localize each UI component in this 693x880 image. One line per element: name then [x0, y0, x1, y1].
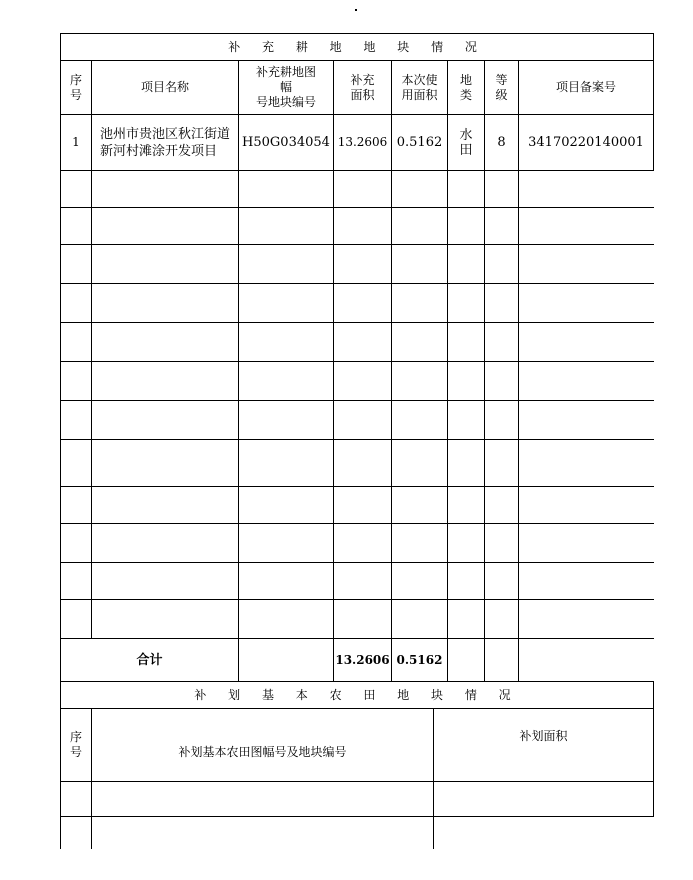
empty-cell	[92, 563, 239, 600]
table-row	[61, 323, 654, 362]
empty-cell	[448, 600, 485, 639]
empty-cell	[334, 323, 392, 362]
empty-cell	[92, 323, 239, 362]
farmland-table	[60, 681, 654, 849]
empty-cell	[392, 563, 448, 600]
table-row	[61, 487, 654, 524]
empty-cell	[392, 208, 448, 245]
empty-cell	[434, 782, 654, 817]
row-map-number: H50G034054	[239, 115, 334, 171]
table-row	[61, 524, 654, 563]
total-empty	[519, 639, 654, 682]
empty-cell	[448, 284, 485, 323]
table-row	[61, 115, 654, 171]
empty-cell	[61, 563, 92, 600]
empty-cell	[434, 817, 654, 850]
empty-cell	[448, 171, 485, 208]
empty-cell	[61, 245, 92, 284]
empty-cell	[485, 208, 519, 245]
empty-cell	[92, 782, 434, 817]
header2-seq: 序 号	[61, 709, 92, 782]
empty-cell	[61, 782, 92, 817]
empty-cell	[61, 208, 92, 245]
table-row	[61, 782, 654, 817]
table-row	[61, 600, 654, 639]
table-row	[61, 171, 654, 208]
empty-cell	[448, 487, 485, 524]
header2-area: 补划面积	[434, 709, 654, 782]
empty-cell	[61, 600, 92, 639]
empty-cell	[448, 323, 485, 362]
header-grade: 等 级	[485, 61, 519, 115]
empty-cell	[519, 440, 654, 487]
empty-cell	[239, 401, 334, 440]
empty-cell	[334, 600, 392, 639]
empty-cell	[519, 524, 654, 563]
empty-cell	[519, 487, 654, 524]
row-supplement-area: 13.2606	[334, 115, 392, 171]
empty-cell	[392, 600, 448, 639]
empty-cell	[61, 440, 92, 487]
header-supplement-area: 补充 面积	[334, 61, 392, 115]
empty-cell	[92, 245, 239, 284]
empty-cell	[519, 401, 654, 440]
total-label: 合计	[61, 639, 239, 682]
empty-cell	[485, 362, 519, 401]
empty-cell	[392, 487, 448, 524]
header-land-type: 地 类	[448, 61, 485, 115]
empty-cell	[485, 600, 519, 639]
empty-cell	[519, 362, 654, 401]
empty-cell	[519, 600, 654, 639]
table-row	[61, 284, 654, 323]
table-row	[61, 401, 654, 440]
empty-cell	[519, 563, 654, 600]
table-row	[61, 208, 654, 245]
total-supplement-area: 13.2606	[334, 639, 392, 682]
empty-cell	[334, 440, 392, 487]
empty-cell	[239, 600, 334, 639]
total-row	[61, 639, 654, 682]
empty-cell	[485, 323, 519, 362]
header2-map-number: 补划基本农田图幅号及地块编号	[92, 709, 434, 782]
empty-cell	[519, 284, 654, 323]
row-record-number: 34170220140001	[519, 115, 654, 171]
empty-cell	[392, 401, 448, 440]
empty-cell	[448, 401, 485, 440]
empty-cell	[92, 817, 434, 850]
empty-cell	[485, 524, 519, 563]
empty-cell	[61, 171, 92, 208]
total-empty	[448, 639, 485, 682]
empty-cell	[448, 440, 485, 487]
empty-cell	[239, 440, 334, 487]
row-land-type: 水 田	[448, 115, 485, 171]
empty-cell	[485, 171, 519, 208]
empty-cell	[448, 208, 485, 245]
empty-cell	[519, 245, 654, 284]
empty-cell	[239, 171, 334, 208]
empty-cell	[92, 208, 239, 245]
table-row	[61, 440, 654, 487]
table-row	[61, 245, 654, 284]
empty-cell	[392, 524, 448, 563]
row-grade: 8	[485, 115, 519, 171]
row-project-name: 池州市贵池区秋江街道新河村滩涂开发项目	[92, 115, 239, 171]
empty-cell	[448, 563, 485, 600]
empty-cell	[448, 362, 485, 401]
empty-cell	[92, 362, 239, 401]
empty-cell	[392, 362, 448, 401]
empty-cell	[92, 600, 239, 639]
empty-cell	[92, 284, 239, 323]
empty-cell	[61, 524, 92, 563]
section-title-farmland: 补 划 基 本 农 田 地 块 情 况	[61, 682, 654, 709]
empty-cell	[239, 563, 334, 600]
empty-cell	[334, 284, 392, 323]
total-used-area: 0.5162	[392, 639, 448, 682]
empty-cell	[392, 284, 448, 323]
empty-cell	[334, 362, 392, 401]
empty-cell	[239, 208, 334, 245]
empty-cell	[239, 245, 334, 284]
empty-cell	[334, 245, 392, 284]
empty-cell	[485, 563, 519, 600]
table-row	[61, 817, 654, 850]
empty-cell	[519, 171, 654, 208]
total-empty	[239, 639, 334, 682]
table-row	[61, 362, 654, 401]
empty-cell	[485, 245, 519, 284]
empty-cell	[485, 440, 519, 487]
empty-cell	[92, 401, 239, 440]
header-project-name: 项目名称	[92, 61, 239, 115]
stray-dot	[355, 9, 357, 11]
empty-cell	[392, 171, 448, 208]
header-map-number: 补充耕地图 幅 号地块编号	[239, 61, 334, 115]
empty-cell	[334, 401, 392, 440]
section-title-supplement-land: 补 充 耕 地 地 块 情 况	[61, 34, 654, 61]
header-record-number: 项目备案号	[519, 61, 654, 115]
empty-cell	[485, 284, 519, 323]
empty-cell	[92, 440, 239, 487]
empty-cell	[92, 487, 239, 524]
empty-cell	[392, 440, 448, 487]
empty-cell	[392, 323, 448, 362]
empty-cell	[92, 524, 239, 563]
empty-cell	[334, 171, 392, 208]
empty-cell	[485, 487, 519, 524]
empty-cell	[392, 245, 448, 284]
empty-cell	[239, 323, 334, 362]
row-used-area: 0.5162	[392, 115, 448, 171]
empty-cell	[334, 487, 392, 524]
land-supplement-form	[60, 33, 653, 818]
row-seq: 1	[61, 115, 92, 171]
empty-cell	[92, 171, 239, 208]
table-row	[61, 563, 654, 600]
empty-cell	[519, 323, 654, 362]
empty-cell	[448, 245, 485, 284]
empty-cell	[519, 208, 654, 245]
empty-cell	[239, 284, 334, 323]
empty-cell	[448, 524, 485, 563]
empty-cell	[239, 487, 334, 524]
supplement-table	[60, 33, 654, 682]
total-empty	[485, 639, 519, 682]
empty-cell	[485, 401, 519, 440]
empty-cell	[61, 487, 92, 524]
empty-cell	[239, 524, 334, 563]
header-seq: 序 号	[61, 61, 92, 115]
header-used-area: 本次使 用面积	[392, 61, 448, 115]
empty-cell	[61, 284, 92, 323]
empty-cell	[334, 524, 392, 563]
empty-cell	[61, 817, 92, 850]
empty-cell	[334, 563, 392, 600]
empty-cell	[334, 208, 392, 245]
empty-cell	[61, 362, 92, 401]
empty-cell	[239, 362, 334, 401]
empty-cell	[61, 401, 92, 440]
empty-cell	[61, 323, 92, 362]
